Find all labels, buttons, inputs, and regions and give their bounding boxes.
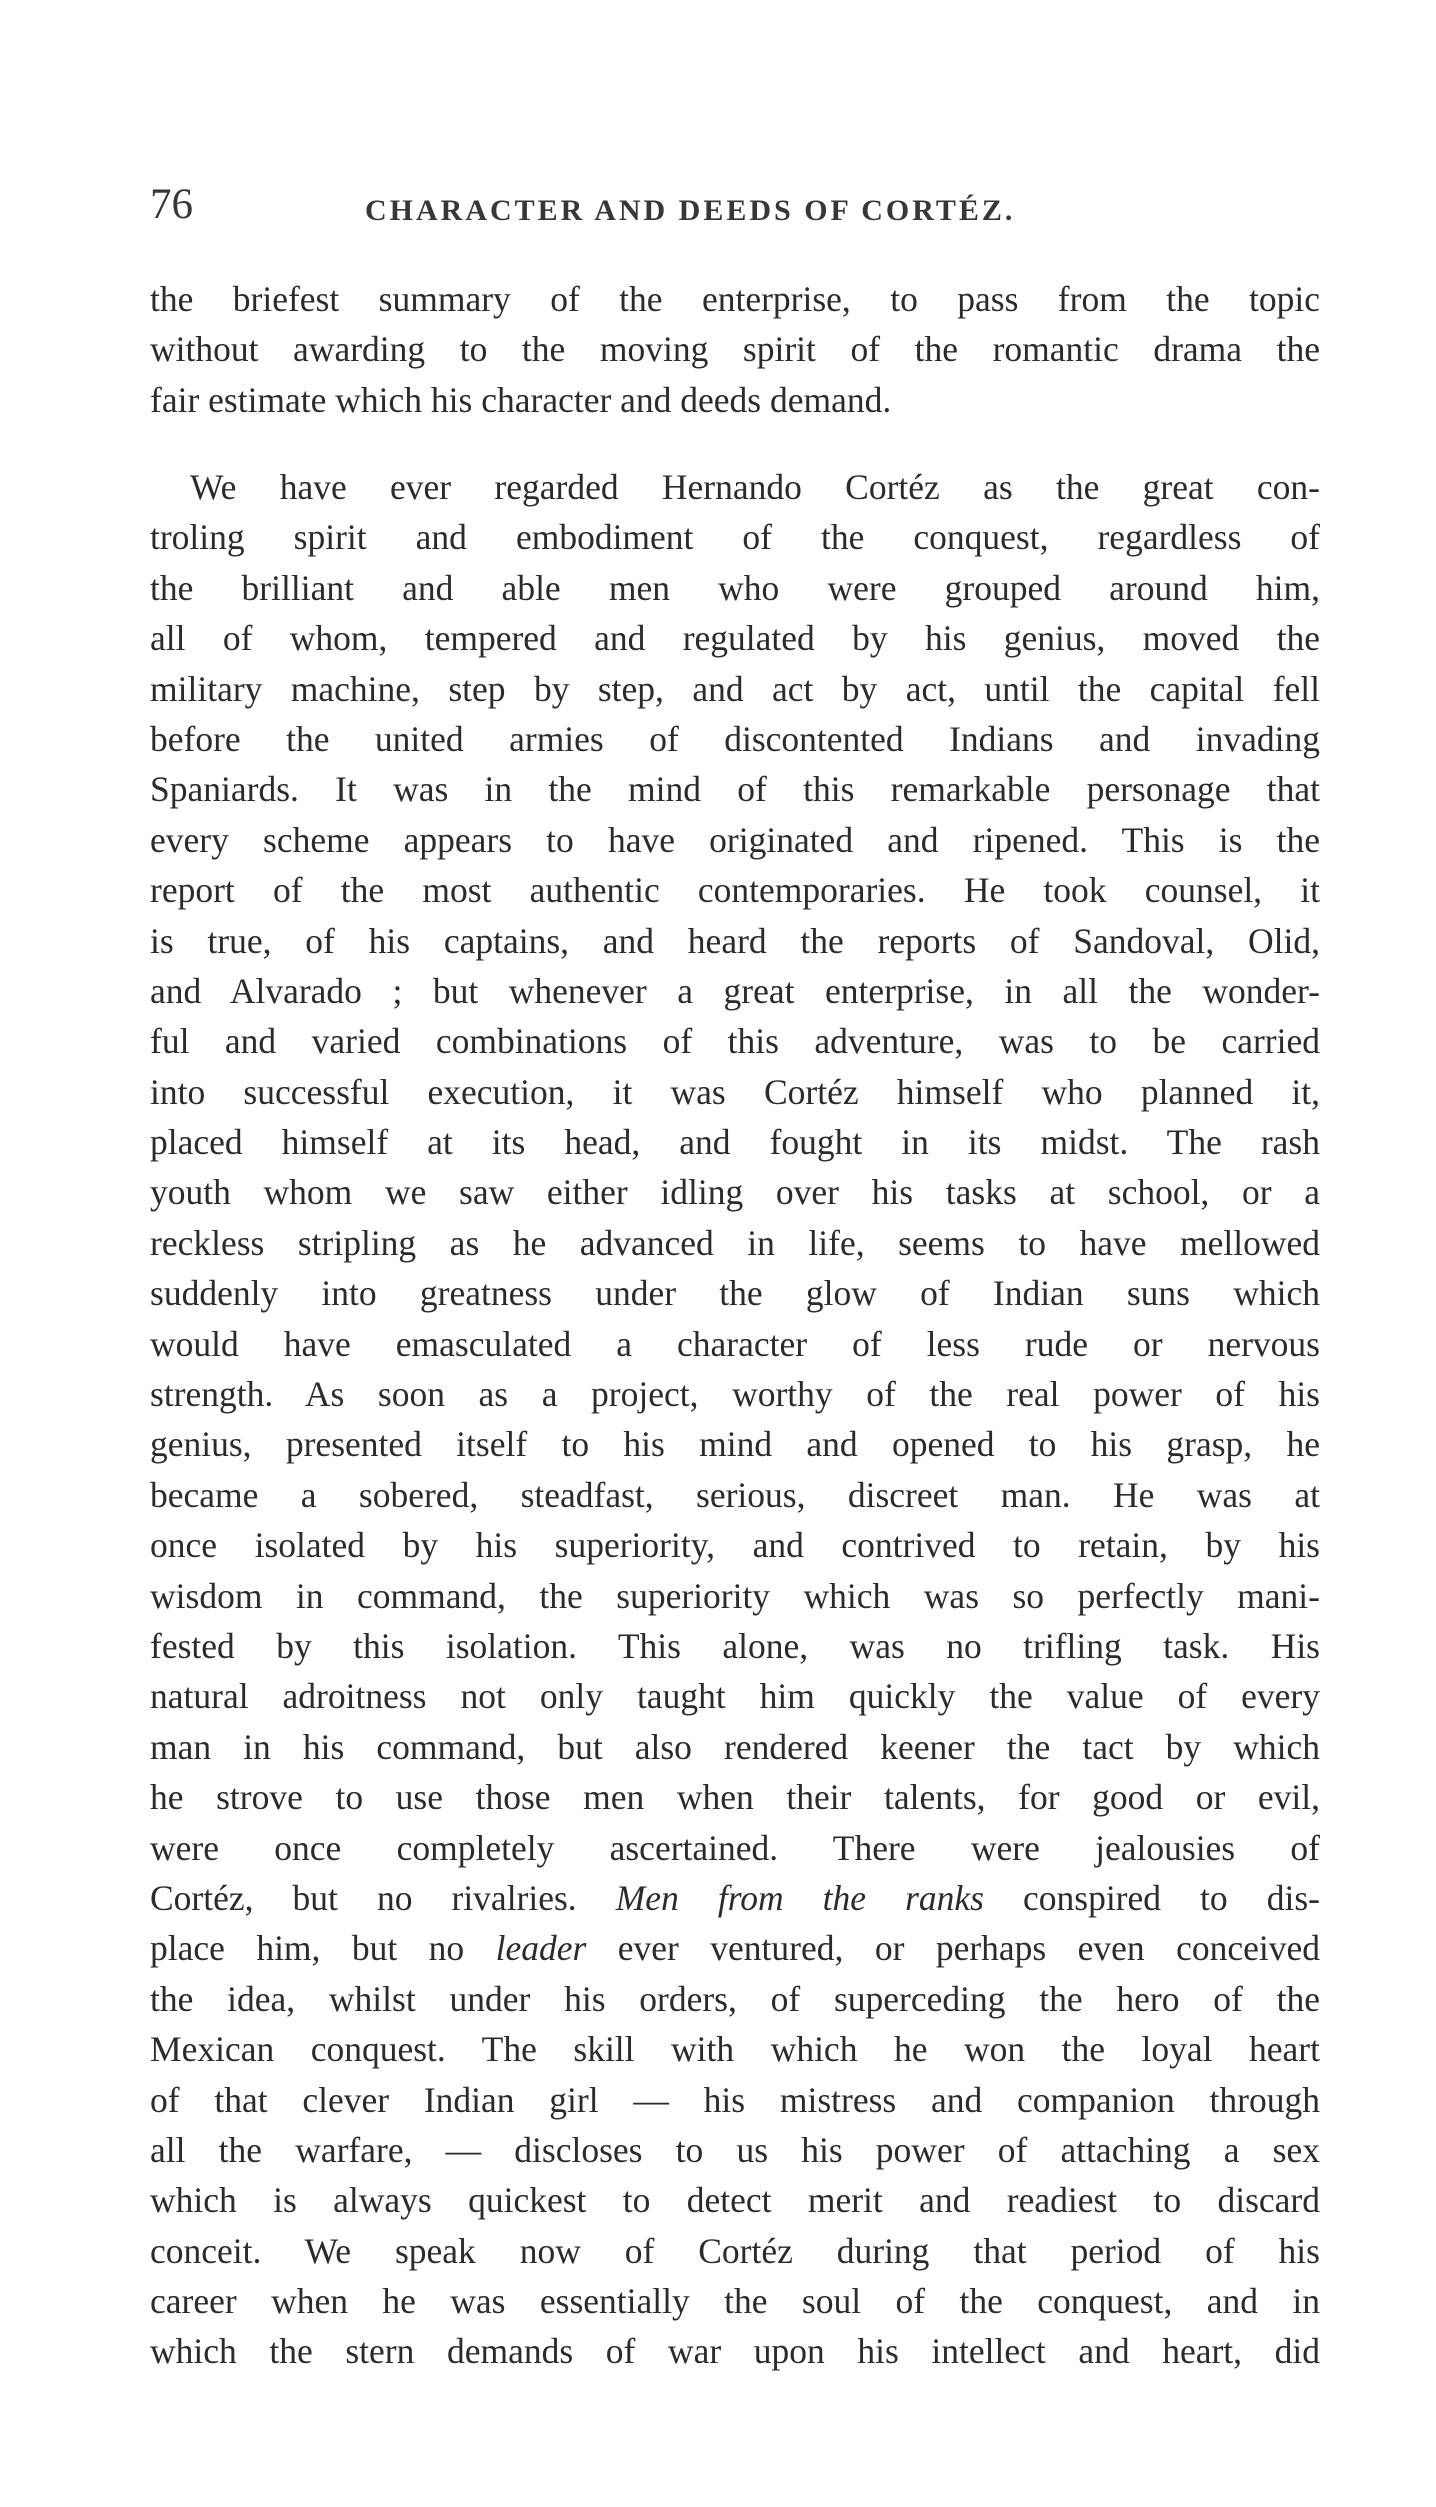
text-line: were once completely ascertained. There were jealousies of	[150, 1827, 1320, 1868]
text-line: placed himself at its head, and fought in its midst. The rash	[150, 1122, 1320, 1163]
text-line: the brilliant and able men who were grouped around him,	[150, 567, 1320, 608]
text-line: and Alvarado ; but whenever a great enterprise, in all the wonder-	[150, 970, 1320, 1011]
text-line: youth whom we saw either idling over his tasks at school, or a	[150, 1172, 1320, 1213]
page-number: 76	[150, 181, 193, 228]
text-line: the briefest summary of the enterprise, to pass from the topic	[150, 279, 1320, 319]
text-line: would have emasculated a character of less rude or nervous	[150, 1323, 1320, 1364]
text-line: troling spirit and embodiment of the conquest, regardless of	[150, 517, 1320, 558]
text-line: of that clever Indian girl — his mistress and companion through	[150, 2079, 1320, 2120]
text-line: conceit. We speak now of Cortéz during that period of his	[150, 2230, 1320, 2271]
text-line: strength. As soon as a project, worthy of the real power of his	[150, 1374, 1320, 1415]
text-run: conspired to dis-	[1023, 1877, 1320, 1918]
text-line: he strove to use those men when their talents, for good or evil,	[150, 1777, 1320, 1818]
italic-text-run: leader	[495, 1928, 587, 1969]
text-line: every scheme appears to have originated and ripened. This is the	[150, 819, 1320, 860]
text-line: suddenly into greatness under the glow of Indian suns which	[150, 1273, 1320, 1314]
paragraph-1	[150, 274, 1320, 425]
text-line: Spaniards. It was in the mind of this remarkable personage that	[150, 769, 1320, 810]
text-line: fair estimate which his character and deeds demand.	[150, 379, 892, 420]
text-line: the idea, whilst under his orders, of superceding the hero of the	[150, 1978, 1320, 2019]
text-line: into successful execution, it was Cortéz himself who planned it,	[150, 1071, 1320, 1112]
text-line: became a sobered, steadfast, serious, discreet man. He was at	[150, 1474, 1320, 1515]
text-line	[150, 1923, 1320, 1973]
page-header	[150, 180, 1320, 240]
text-line: before the united armies of discontented Indians and invading	[150, 718, 1320, 759]
italic-text-run: Men from the ranks	[615, 1877, 984, 1918]
text-run: place him, but no	[150, 1928, 465, 1969]
text-run: ever ventured, or perhaps even conceived	[617, 1928, 1320, 1969]
text-line: genius, presented itself to his mind and opened to his grasp, he	[150, 1424, 1320, 1465]
text-line: which is always quickest to detect merit and readiest to discard	[150, 2180, 1320, 2221]
text-line: report of the most authentic contemporaries. He took counsel, it	[150, 870, 1320, 911]
text-line: reckless stripling as he advanced in life, seems to have mellowed	[150, 1222, 1320, 1263]
text-line: ful and varied combinations of this adventure, was to be carried	[150, 1021, 1320, 1062]
text-line: which the stern demands of war upon his intellect and heart, did	[150, 2331, 1320, 2372]
text-line: without awarding to the moving spirit of the romantic drama the	[150, 329, 1320, 370]
text-line: We have ever regarded Hernando Cortéz as the great con-	[190, 467, 1320, 507]
text-line: military machine, step by step, and act by act, until the capital fell	[150, 668, 1320, 709]
text-line: is true, of his captains, and heard the reports of Sandoval, Olid,	[150, 920, 1320, 961]
text-line: Mexican conquest. The skill with which he won the loyal heart	[150, 2029, 1320, 2070]
running-head: CHARACTER AND DEEDS OF CORTÉZ.	[365, 194, 1016, 227]
text-line: natural adroitness not only taught him quickly the value of every	[150, 1676, 1320, 1717]
text-line: man in his command, but also rendered keener the tact by which	[150, 1726, 1320, 1767]
text-run: Cortéz, but no rivalries.	[150, 1877, 577, 1918]
text-line: all the warfare, — discloses to us his power of attaching a sex	[150, 2129, 1320, 2170]
text-line: once isolated by his superiority, and contrived to retain, by his	[150, 1525, 1320, 1566]
text-line: fested by this isolation. This alone, was no trifling task. His	[150, 1625, 1320, 1666]
text-line: all of whom, tempered and regulated by his genius, moved the	[150, 618, 1320, 659]
text-line: career when he was essentially the soul of the conquest, and in	[150, 2281, 1320, 2322]
text-line	[150, 1873, 1320, 1923]
text-line: wisdom in command, the superiority which was so perfectly mani-	[150, 1575, 1320, 1616]
paragraph-2	[150, 462, 1320, 2377]
